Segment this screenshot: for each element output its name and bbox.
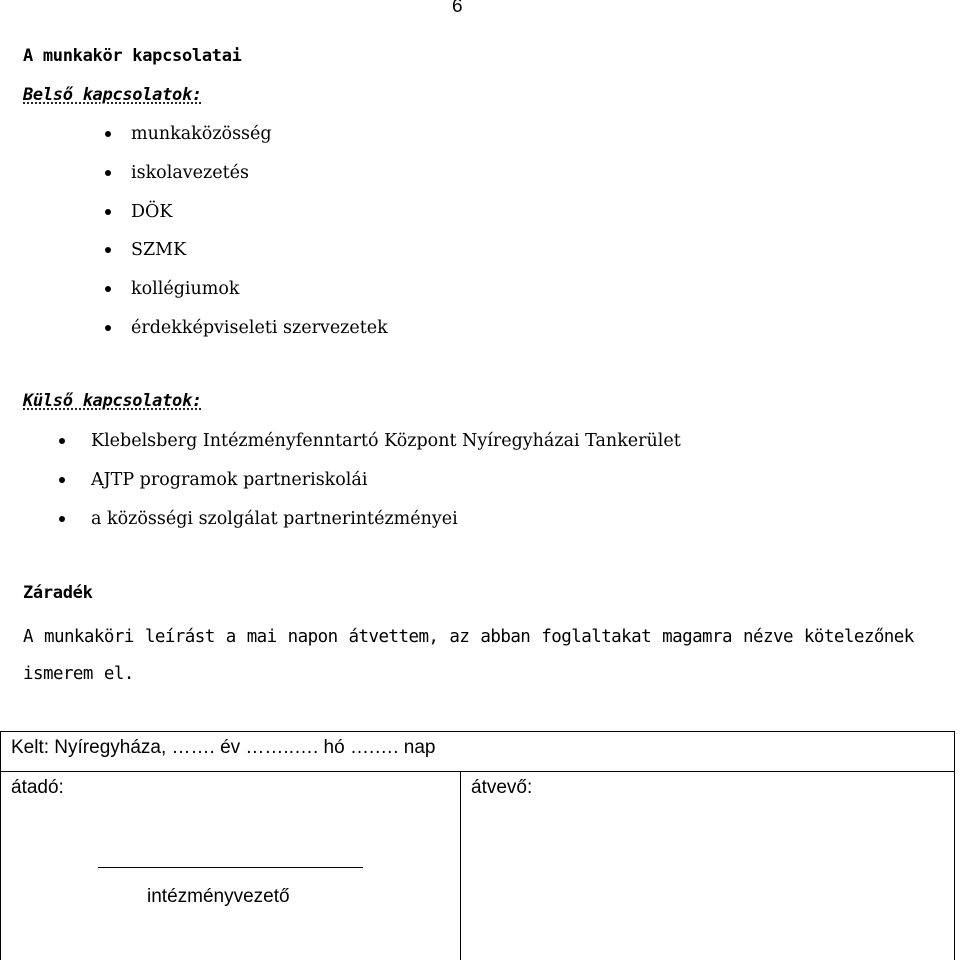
signature-table	[0, 731, 955, 960]
receiver-label: átvevő:	[471, 777, 533, 798]
signer-caption: intézményvezető	[147, 886, 290, 907]
column-divider	[460, 771, 461, 960]
bullet-icon	[105, 170, 111, 176]
clause-title: Záradék	[23, 583, 93, 603]
clause-text: A munkaköri leírást a mai napon átvettem, az abban foglaltakat magamra nézve kötelezőnek ismerem el.	[23, 627, 914, 684]
giver-label: átadó:	[11, 777, 64, 798]
list-item: AJTP programok partneriskolái	[91, 470, 681, 509]
date-row	[1, 732, 954, 772]
signature-line	[98, 867, 363, 868]
bullet-icon	[105, 325, 111, 331]
list-item: munkaközösség	[131, 124, 388, 163]
bullet-icon	[105, 131, 111, 137]
page-number: 6	[452, 0, 463, 17]
list-item: érdekképviseleti szervezetek	[131, 318, 388, 357]
external-relations-heading: Külső kapcsolatok:	[23, 391, 202, 411]
list-item: SZMK	[131, 240, 388, 279]
bullet-icon	[105, 209, 111, 215]
list-item: DÖK	[131, 202, 388, 241]
bullet-icon	[105, 247, 111, 253]
internal-relations-list	[131, 124, 388, 357]
internal-relations-heading: Belső kapcsolatok:	[23, 85, 202, 105]
bullet-icon	[59, 438, 65, 444]
list-item: kollégiumok	[131, 279, 388, 318]
list-item: a közösségi szolgálat partnerintézményei	[91, 509, 681, 548]
bullet-icon	[59, 477, 65, 483]
list-item: iskolavezetés	[131, 163, 388, 202]
section-title: A munkakör kapcsolatai	[23, 46, 242, 66]
list-item: Klebelsberg Intézményfenntartó Központ Nyíregyházai Tankerület	[91, 431, 681, 470]
bullet-icon	[59, 516, 65, 522]
bullet-icon	[105, 286, 111, 292]
date-line: Kelt: Nyíregyháza, ……. év ……..…. hó ….…. nap	[11, 737, 436, 758]
external-relations-list	[91, 431, 681, 547]
